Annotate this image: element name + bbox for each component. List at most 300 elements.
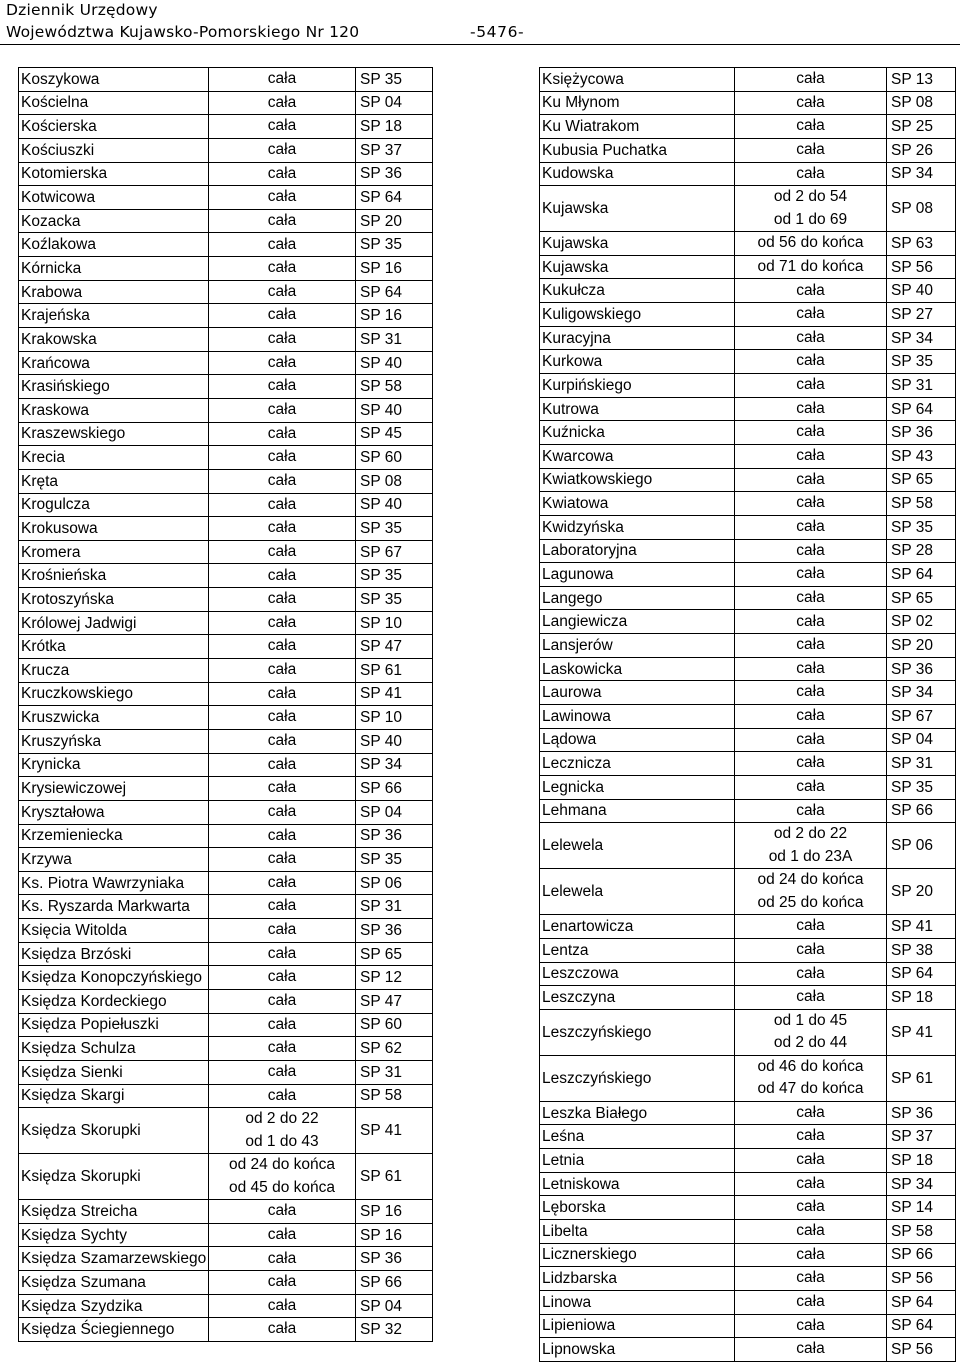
street-range bbox=[209, 1247, 356, 1271]
table-row bbox=[540, 1219, 956, 1243]
table-row bbox=[19, 1060, 433, 1084]
street-range bbox=[209, 469, 356, 493]
table-row bbox=[19, 422, 433, 446]
range-line: od 1 do 69 bbox=[773, 210, 848, 228]
street-name: Kwiatkowskiego bbox=[540, 468, 735, 492]
table-row bbox=[540, 1125, 956, 1149]
range-line: cała bbox=[267, 140, 297, 158]
school-number: SP 61 bbox=[887, 1055, 956, 1101]
table-row bbox=[19, 706, 433, 730]
street-range bbox=[735, 610, 887, 634]
table-row bbox=[19, 611, 433, 635]
street-name: Kurkowa bbox=[540, 350, 735, 374]
street-range bbox=[735, 186, 887, 232]
street-range bbox=[209, 398, 356, 422]
table-row bbox=[540, 138, 956, 162]
street-range bbox=[209, 611, 356, 635]
school-number: SP 40 bbox=[356, 398, 433, 422]
range-line: cała bbox=[796, 1316, 825, 1334]
table-row bbox=[540, 539, 956, 563]
school-number: SP 56 bbox=[887, 1267, 956, 1291]
range-line: od 2 do 22 bbox=[773, 825, 848, 843]
table-row bbox=[540, 657, 956, 681]
school-number: SP 65 bbox=[356, 942, 433, 966]
range-line: cała bbox=[796, 1222, 825, 1240]
range-line: od 2 do 54 bbox=[773, 188, 848, 206]
street-range bbox=[735, 1172, 887, 1196]
table-row bbox=[19, 895, 433, 919]
school-number: SP 40 bbox=[356, 493, 433, 517]
range-line: cała bbox=[267, 519, 297, 537]
table-row bbox=[540, 1055, 956, 1101]
street-name: Krzywa bbox=[19, 848, 209, 872]
school-number: SP 02 bbox=[887, 610, 956, 634]
school-number: SP 60 bbox=[356, 446, 433, 470]
range-line: cała bbox=[267, 850, 297, 868]
range-line: cała bbox=[267, 495, 297, 513]
range-line: od 24 do końca bbox=[228, 1156, 335, 1174]
range-line: cała bbox=[267, 542, 297, 560]
street-name: Księdza Skorupki bbox=[19, 1108, 209, 1154]
range-line: cała bbox=[267, 235, 297, 253]
school-number: SP 35 bbox=[356, 588, 433, 612]
school-number: SP 58 bbox=[356, 375, 433, 399]
street-range bbox=[735, 1219, 887, 1243]
table-row bbox=[19, 517, 433, 541]
street-range bbox=[209, 729, 356, 753]
school-number: SP 36 bbox=[356, 1247, 433, 1271]
street-range bbox=[735, 1196, 887, 1220]
street-name: Księdza Popiełuszki bbox=[19, 1013, 209, 1037]
street-name: Krotoszyńska bbox=[19, 588, 209, 612]
street-range bbox=[209, 280, 356, 304]
range-line: cała bbox=[796, 1245, 825, 1263]
table-row bbox=[19, 1223, 433, 1247]
school-number: SP 64 bbox=[887, 563, 956, 587]
table-row bbox=[19, 1037, 433, 1061]
range-line: cała bbox=[267, 802, 297, 820]
school-number: SP 16 bbox=[356, 257, 433, 281]
school-number: SP 13 bbox=[887, 68, 956, 92]
school-number: SP 16 bbox=[356, 1223, 433, 1247]
range-line: cała bbox=[796, 1103, 825, 1121]
range-line: cała bbox=[796, 707, 825, 725]
range-line: cała bbox=[796, 494, 825, 512]
range-line: cała bbox=[267, 282, 297, 300]
school-number: SP 35 bbox=[356, 517, 433, 541]
street-name: Księdza Szydzika bbox=[19, 1294, 209, 1318]
school-number: SP 34 bbox=[887, 681, 956, 705]
range-line: od 1 do 23A bbox=[768, 847, 853, 865]
school-number: SP 47 bbox=[356, 635, 433, 659]
table-row bbox=[540, 1314, 956, 1338]
street-name: Lehmana bbox=[540, 799, 735, 823]
school-number: SP 31 bbox=[887, 752, 956, 776]
school-number: SP 37 bbox=[887, 1125, 956, 1149]
table-row bbox=[540, 186, 956, 232]
street-range bbox=[209, 1154, 356, 1200]
range-line: cała bbox=[796, 93, 825, 111]
street-range bbox=[209, 68, 356, 92]
table-row bbox=[540, 705, 956, 729]
street-range bbox=[735, 1055, 887, 1101]
street-range bbox=[735, 68, 887, 92]
range-line: od 46 do końca bbox=[757, 1057, 864, 1075]
street-range bbox=[209, 1200, 356, 1224]
school-number: SP 08 bbox=[887, 186, 956, 232]
school-number: SP 66 bbox=[887, 1243, 956, 1267]
range-line: od 2 do 22 bbox=[245, 1110, 319, 1128]
table-row bbox=[540, 468, 956, 492]
school-number: SP 36 bbox=[887, 1101, 956, 1125]
range-line: od 45 do końca bbox=[228, 1178, 335, 1196]
school-number: SP 12 bbox=[356, 966, 433, 990]
table-row bbox=[19, 233, 433, 257]
street-name: Kwidzyńska bbox=[540, 515, 735, 539]
range-line: cała bbox=[796, 964, 825, 982]
street-name: Kryształowa bbox=[19, 800, 209, 824]
street-name: Libelta bbox=[540, 1219, 735, 1243]
table-row bbox=[19, 280, 433, 304]
street-range bbox=[735, 303, 887, 327]
table-row bbox=[540, 728, 956, 752]
range-line: cała bbox=[267, 93, 297, 111]
street-name: Koszykowa bbox=[19, 68, 209, 92]
school-number: SP 34 bbox=[356, 753, 433, 777]
street-range bbox=[735, 799, 887, 823]
range-line: cała bbox=[796, 1340, 825, 1358]
street-name: Letnia bbox=[540, 1149, 735, 1173]
table-row bbox=[19, 1294, 433, 1318]
range-line: cała bbox=[796, 470, 825, 488]
street-name: Kruszyńska bbox=[19, 729, 209, 753]
street-range bbox=[735, 350, 887, 374]
street-range bbox=[209, 682, 356, 706]
range-line: cała bbox=[796, 1269, 825, 1287]
page-number: -5476- bbox=[470, 23, 525, 41]
street-range bbox=[735, 492, 887, 516]
street-name: Langiewicza bbox=[540, 610, 735, 634]
range-line: cała bbox=[267, 566, 297, 584]
table-row bbox=[19, 777, 433, 801]
table-row bbox=[19, 1108, 433, 1154]
school-number: SP 65 bbox=[887, 586, 956, 610]
street-range bbox=[209, 209, 356, 233]
table-row bbox=[19, 635, 433, 659]
table-row bbox=[19, 351, 433, 375]
school-number: SP 62 bbox=[356, 1037, 433, 1061]
street-range bbox=[209, 895, 356, 919]
table-row bbox=[19, 729, 433, 753]
school-number: SP 41 bbox=[356, 682, 433, 706]
range-line: cała bbox=[267, 590, 297, 608]
table-row bbox=[19, 1013, 433, 1037]
table-row bbox=[19, 564, 433, 588]
table-row bbox=[540, 1290, 956, 1314]
school-number: SP 64 bbox=[356, 280, 433, 304]
street-name: Krańcowa bbox=[19, 351, 209, 375]
table-row bbox=[540, 962, 956, 986]
table-row bbox=[19, 753, 433, 777]
table-row bbox=[19, 1154, 433, 1200]
school-number: SP 64 bbox=[887, 1314, 956, 1338]
school-number: SP 36 bbox=[356, 824, 433, 848]
range-line: cała bbox=[267, 1202, 297, 1220]
street-range bbox=[209, 706, 356, 730]
street-range bbox=[735, 986, 887, 1010]
street-name: Krótka bbox=[19, 635, 209, 659]
street-name: Księdza Sychty bbox=[19, 1223, 209, 1247]
street-range bbox=[735, 775, 887, 799]
street-range bbox=[735, 938, 887, 962]
street-range bbox=[209, 517, 356, 541]
range-line: cała bbox=[796, 1198, 825, 1216]
range-line: cała bbox=[796, 988, 825, 1006]
school-number: SP 35 bbox=[356, 233, 433, 257]
street-name: Letniskowa bbox=[540, 1172, 735, 1196]
table-row bbox=[19, 328, 433, 352]
street-range bbox=[735, 255, 887, 279]
school-number: SP 31 bbox=[887, 374, 956, 398]
street-range bbox=[735, 1009, 887, 1055]
school-number: SP 66 bbox=[887, 799, 956, 823]
street-range bbox=[735, 515, 887, 539]
table-row bbox=[19, 588, 433, 612]
school-number: SP 47 bbox=[356, 989, 433, 1013]
street-name: Krecia bbox=[19, 446, 209, 470]
street-name: Księżycowa bbox=[540, 68, 735, 92]
school-number: SP 20 bbox=[887, 869, 956, 915]
range-line: cała bbox=[796, 917, 825, 935]
school-number: SP 18 bbox=[887, 1149, 956, 1173]
range-line: cała bbox=[796, 730, 825, 748]
school-number: SP 58 bbox=[887, 492, 956, 516]
school-number: SP 35 bbox=[887, 350, 956, 374]
street-range bbox=[209, 659, 356, 683]
street-name: Księdza Skorupki bbox=[19, 1154, 209, 1200]
school-number: SP 35 bbox=[887, 515, 956, 539]
street-name: Królowej Jadwigi bbox=[19, 611, 209, 635]
table-row bbox=[540, 1338, 956, 1362]
street-name: Lawinowa bbox=[540, 705, 735, 729]
range-line: cała bbox=[796, 683, 825, 701]
street-name: Leśna bbox=[540, 1125, 735, 1149]
street-name: Leszczyńskiego bbox=[540, 1009, 735, 1055]
street-range bbox=[735, 681, 887, 705]
range-line: cała bbox=[267, 779, 297, 797]
school-number: SP 41 bbox=[887, 915, 956, 939]
table-row bbox=[19, 1200, 433, 1224]
street-range bbox=[735, 91, 887, 115]
street-range bbox=[735, 1338, 887, 1362]
range-line: cała bbox=[267, 377, 297, 395]
street-range bbox=[735, 444, 887, 468]
range-line: cała bbox=[796, 328, 825, 346]
street-name: Licznerskiego bbox=[540, 1243, 735, 1267]
street-name: Kujawska bbox=[540, 186, 735, 232]
table-row bbox=[540, 1267, 956, 1291]
street-name: Linowa bbox=[540, 1290, 735, 1314]
street-range bbox=[735, 962, 887, 986]
range-line: cała bbox=[267, 1249, 297, 1267]
street-name: Księdza Streicha bbox=[19, 1200, 209, 1224]
street-range bbox=[735, 326, 887, 350]
table-row bbox=[19, 162, 433, 186]
street-name: Legnicka bbox=[540, 775, 735, 799]
school-number: SP 36 bbox=[356, 162, 433, 186]
school-number: SP 58 bbox=[887, 1219, 956, 1243]
range-line: cała bbox=[267, 921, 297, 939]
range-line: cała bbox=[796, 801, 825, 819]
table-row bbox=[540, 397, 956, 421]
table-row bbox=[540, 563, 956, 587]
street-range bbox=[209, 233, 356, 257]
school-number: SP 31 bbox=[356, 1060, 433, 1084]
table-row bbox=[540, 91, 956, 115]
school-number: SP 64 bbox=[887, 1290, 956, 1314]
street-range bbox=[209, 1108, 356, 1154]
journal-issue: Województwa Kujawsko-Pomorskiego Nr 120 bbox=[6, 23, 360, 41]
street-name: Księdza Konopczyńskiego bbox=[19, 966, 209, 990]
range-line: cała bbox=[796, 399, 825, 417]
street-name: Kraszewskiego bbox=[19, 422, 209, 446]
range-line: cała bbox=[267, 732, 297, 749]
range-line: cała bbox=[267, 471, 297, 489]
table-row bbox=[540, 492, 956, 516]
table-row bbox=[19, 304, 433, 328]
school-number: SP 64 bbox=[356, 186, 433, 210]
table-row bbox=[19, 1318, 433, 1342]
table-row bbox=[540, 823, 956, 869]
street-name: Kudowska bbox=[540, 162, 735, 186]
range-line: cała bbox=[267, 1039, 297, 1057]
range-line: cała bbox=[796, 612, 825, 630]
range-line: od 2 do 44 bbox=[773, 1034, 848, 1052]
range-line: cała bbox=[267, 661, 297, 679]
range-line: cała bbox=[267, 708, 297, 726]
street-name: Kuligowskiego bbox=[540, 303, 735, 327]
street-name: Kromera bbox=[19, 540, 209, 564]
street-range bbox=[209, 800, 356, 824]
street-range bbox=[735, 657, 887, 681]
street-range bbox=[209, 989, 356, 1013]
school-number: SP 16 bbox=[356, 304, 433, 328]
table-row bbox=[19, 824, 433, 848]
range-line: cała bbox=[267, 448, 297, 466]
range-line: cała bbox=[267, 637, 297, 655]
street-range bbox=[735, 1101, 887, 1125]
street-range bbox=[735, 1243, 887, 1267]
street-name: Księdza Sienki bbox=[19, 1060, 209, 1084]
street-name: Kukułcza bbox=[540, 279, 735, 303]
school-number: SP 36 bbox=[356, 919, 433, 943]
street-name: Lenartowicza bbox=[540, 915, 735, 939]
range-line: cała bbox=[267, 873, 297, 891]
street-range bbox=[735, 705, 887, 729]
street-name: Krzemieniecka bbox=[19, 824, 209, 848]
school-number: SP 16 bbox=[356, 1200, 433, 1224]
street-range bbox=[209, 871, 356, 895]
school-number: SP 08 bbox=[356, 469, 433, 493]
school-number: SP 35 bbox=[356, 564, 433, 588]
street-name: Kujawska bbox=[540, 232, 735, 256]
table-row bbox=[540, 232, 956, 256]
range-line: cała bbox=[796, 754, 825, 772]
range-line: cała bbox=[796, 140, 825, 158]
school-number: SP 65 bbox=[887, 468, 956, 492]
street-range bbox=[735, 397, 887, 421]
street-name: Księdza Brzóski bbox=[19, 942, 209, 966]
street-range bbox=[209, 1013, 356, 1037]
range-line: od 24 do końca bbox=[757, 871, 864, 889]
street-range bbox=[735, 374, 887, 398]
range-line: cała bbox=[267, 1296, 297, 1314]
street-range bbox=[209, 1060, 356, 1084]
street-range bbox=[209, 1271, 356, 1295]
range-line: cała bbox=[796, 778, 825, 795]
street-range bbox=[209, 919, 356, 943]
range-line: cała bbox=[267, 164, 297, 182]
street-name: Księdza Szumana bbox=[19, 1271, 209, 1295]
school-number: SP 04 bbox=[356, 91, 433, 115]
school-number: SP 66 bbox=[356, 1271, 433, 1295]
street-name: Kwarcowa bbox=[540, 444, 735, 468]
street-range bbox=[209, 162, 356, 186]
street-name: Ku Młynom bbox=[540, 91, 735, 115]
school-number: SP 61 bbox=[356, 659, 433, 683]
header-rule bbox=[0, 44, 960, 45]
range-line: cała bbox=[267, 992, 297, 1010]
street-range bbox=[735, 728, 887, 752]
school-number: SP 37 bbox=[356, 138, 433, 162]
school-number: SP 35 bbox=[356, 848, 433, 872]
range-line: cała bbox=[796, 1127, 825, 1145]
school-number: SP 67 bbox=[887, 705, 956, 729]
range-line: cała bbox=[796, 376, 825, 394]
street-range bbox=[209, 540, 356, 564]
street-range bbox=[735, 1125, 887, 1149]
range-line: cała bbox=[267, 424, 297, 442]
street-range bbox=[735, 539, 887, 563]
table-row bbox=[19, 848, 433, 872]
table-row bbox=[540, 303, 956, 327]
school-number: SP 18 bbox=[887, 986, 956, 1010]
street-range bbox=[209, 91, 356, 115]
range-line: cała bbox=[267, 211, 297, 229]
street-name: Lelewela bbox=[540, 869, 735, 915]
range-line: cała bbox=[267, 401, 297, 419]
range-line: cała bbox=[267, 1225, 297, 1243]
school-number: SP 67 bbox=[356, 540, 433, 564]
street-range bbox=[735, 232, 887, 256]
street-range bbox=[735, 279, 887, 303]
table-row bbox=[19, 540, 433, 564]
street-range bbox=[735, 752, 887, 776]
school-number: SP 04 bbox=[356, 1294, 433, 1318]
range-line: cała bbox=[267, 613, 297, 631]
street-name: Kościelna bbox=[19, 91, 209, 115]
street-range bbox=[735, 915, 887, 939]
street-name: Kotomierska bbox=[19, 162, 209, 186]
range-line: cała bbox=[267, 259, 297, 277]
street-range bbox=[735, 162, 887, 186]
street-range bbox=[735, 634, 887, 658]
school-number: SP 04 bbox=[356, 800, 433, 824]
street-name: Krokusowa bbox=[19, 517, 209, 541]
street-range bbox=[209, 115, 356, 139]
school-number: SP 27 bbox=[887, 303, 956, 327]
range-line: cała bbox=[267, 1320, 297, 1338]
